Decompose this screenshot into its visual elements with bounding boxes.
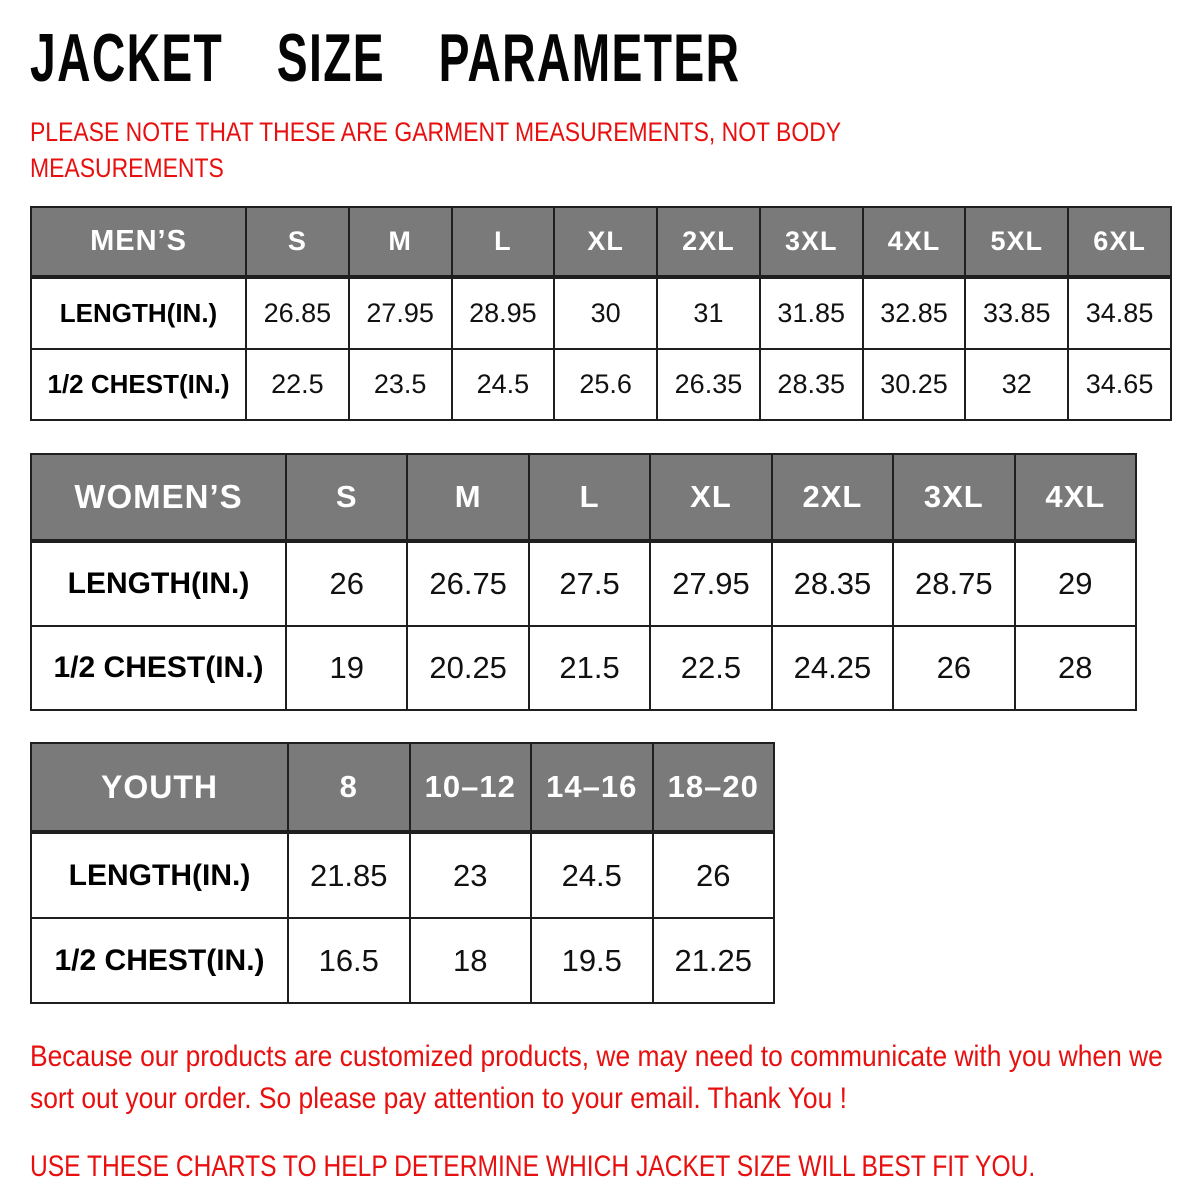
womens-value-cell: 19 (286, 626, 407, 710)
mens-value-cell: 28.35 (760, 349, 863, 420)
mens-size-header: L (452, 207, 555, 277)
mens-size-header: 4XL (863, 207, 966, 277)
garment-measurement-note (30, 114, 1172, 190)
mens-value-cell: 24.5 (452, 349, 555, 420)
mens-value-cell: 23.5 (349, 349, 452, 420)
womens-size-header: 3XL (893, 454, 1014, 541)
womens-value-cell: 26 (893, 626, 1014, 710)
youth-row-label: 1/2 CHEST(IN.) (31, 918, 288, 1003)
mens-row-label: LENGTH(IN.) (31, 277, 246, 349)
womens-value-cell: 28 (1015, 626, 1136, 710)
womens-row-label: LENGTH(IN.) (31, 541, 286, 626)
mens-size-header: 6XL (1068, 207, 1171, 277)
mens-header-row (31, 207, 1171, 277)
mens-value-cell: 26.85 (246, 277, 349, 349)
mens-value-cell: 28.95 (452, 277, 555, 349)
mens-measurement-row (31, 349, 1171, 420)
youth-value-cell: 26 (653, 832, 775, 918)
mens-size-header: M (349, 207, 452, 277)
youth-table-title: YOUTH (31, 743, 288, 832)
page-title-text: JACKET SIZE PARAMETER (30, 20, 741, 96)
youth-value-cell: 16.5 (288, 918, 410, 1003)
youth-value-cell: 21.25 (653, 918, 775, 1003)
womens-table-title: WOMEN’S (31, 454, 286, 541)
closing-line-text: USE THESE CHARTS TO HELP DETERMINE WHICH JACKET SIZE WILL BEST FIT YOU. (30, 1150, 1036, 1183)
youth-value-cell: 18 (410, 918, 532, 1003)
womens-size-header: XL (650, 454, 771, 541)
womens-value-cell: 27.95 (650, 541, 771, 626)
mens-value-cell: 33.85 (965, 277, 1068, 349)
youth-size-header: 8 (288, 743, 410, 832)
page-title (30, 20, 1172, 98)
womens-value-cell: 20.25 (407, 626, 528, 710)
mens-table-title: MEN’S (31, 207, 246, 277)
womens-value-cell: 26.75 (407, 541, 528, 626)
closing-line (30, 1150, 1172, 1184)
womens-value-cell: 28.35 (772, 541, 893, 626)
youth-measurement-row (31, 832, 774, 918)
mens-value-cell: 25.6 (554, 349, 657, 420)
mens-value-cell: 27.95 (349, 277, 452, 349)
mens-value-cell: 30.25 (863, 349, 966, 420)
womens-value-cell: 22.5 (650, 626, 771, 710)
youth-value-cell: 24.5 (531, 832, 653, 918)
customization-notice-text: Because our products are customized products, we may need to communicate with you when we sort out your order. So please pay attention to your email. Thank You ! (30, 1040, 1163, 1115)
youth-value-cell: 21.85 (288, 832, 410, 918)
youth-size-table (30, 742, 775, 1004)
womens-size-header: 4XL (1015, 454, 1136, 541)
mens-size-header: 5XL (965, 207, 1068, 277)
youth-value-cell: 19.5 (531, 918, 653, 1003)
mens-value-cell: 32 (965, 349, 1068, 420)
youth-size-header: 14–16 (531, 743, 653, 832)
womens-size-header: M (407, 454, 528, 541)
youth-size-header: 10–12 (410, 743, 532, 832)
womens-size-table (30, 453, 1137, 711)
womens-size-header: L (529, 454, 650, 541)
youth-header-row (31, 743, 774, 832)
womens-size-header: S (286, 454, 407, 541)
womens-size-header: 2XL (772, 454, 893, 541)
womens-value-cell: 26 (286, 541, 407, 626)
mens-value-cell: 22.5 (246, 349, 349, 420)
womens-header-row (31, 454, 1136, 541)
mens-value-cell: 32.85 (863, 277, 966, 349)
mens-size-header: 3XL (760, 207, 863, 277)
womens-value-cell: 27.5 (529, 541, 650, 626)
womens-row-label: 1/2 CHEST(IN.) (31, 626, 286, 710)
mens-value-cell: 34.65 (1068, 349, 1171, 420)
womens-value-cell: 21.5 (529, 626, 650, 710)
mens-value-cell: 31 (657, 277, 760, 349)
mens-value-cell: 34.85 (1068, 277, 1171, 349)
mens-measurement-row (31, 277, 1171, 349)
customization-notice (30, 1036, 1172, 1124)
womens-value-cell: 24.25 (772, 626, 893, 710)
mens-row-label: 1/2 CHEST(IN.) (31, 349, 246, 420)
mens-value-cell: 31.85 (760, 277, 863, 349)
mens-size-table-container (30, 206, 1172, 421)
youth-measurement-row (31, 918, 774, 1003)
mens-size-header: S (246, 207, 349, 277)
youth-size-header: 18–20 (653, 743, 775, 832)
youth-value-cell: 23 (410, 832, 532, 918)
womens-value-cell: 29 (1015, 541, 1136, 626)
mens-size-table (30, 206, 1172, 421)
youth-size-table-container (30, 742, 1172, 1004)
mens-value-cell: 26.35 (657, 349, 760, 420)
garment-measurement-note-text: PLEASE NOTE THAT THESE ARE GARMENT MEASUREMENTS, NOT BODY MEASUREMENTS (30, 117, 841, 183)
mens-size-header: 2XL (657, 207, 760, 277)
womens-measurement-row (31, 626, 1136, 710)
womens-measurement-row (31, 541, 1136, 626)
mens-size-header: XL (554, 207, 657, 277)
youth-row-label: LENGTH(IN.) (31, 832, 288, 918)
womens-size-table-container (30, 453, 1172, 711)
mens-value-cell: 30 (554, 277, 657, 349)
womens-value-cell: 28.75 (893, 541, 1014, 626)
